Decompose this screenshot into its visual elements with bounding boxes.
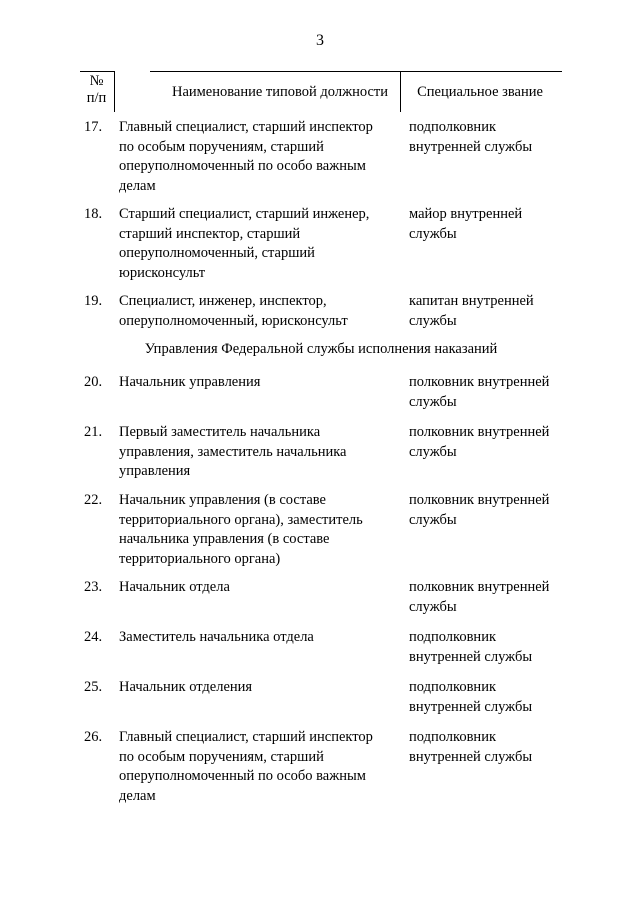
special-rank: подполковник внутренней службы [409, 729, 533, 765]
row-number: 19. [84, 293, 103, 309]
position-name: Начальник управления [119, 374, 261, 390]
row-number: 25. [84, 679, 103, 695]
row-number: 20. [84, 374, 103, 390]
row-number: 18. [84, 206, 103, 222]
special-rank: полковник внутренней службы [409, 492, 550, 528]
special-rank: подполковник внутренней службы [409, 629, 533, 665]
special-rank: капитан внутренней службы [409, 293, 534, 329]
row-number: 21. [84, 424, 103, 440]
position-name: Специалист, инженер, инспектор, оперуполномоченный, юрисконсульт [119, 293, 348, 329]
header-top-border [150, 71, 562, 72]
position-name: Главный специалист, старший инспектор по особым поручениям, старший оперуполномоченный по особо важным делам [119, 119, 373, 194]
special-rank: полковник внутренней службы [409, 374, 550, 410]
position-name: Заместитель начальника отдела [119, 629, 314, 645]
special-rank: полковник внутренней службы [409, 424, 550, 460]
header-number-cell [80, 73, 113, 107]
position-name: Главный специалист, старший инспектор по особым поручениям, старший оперуполномоченный по особо важным делам [119, 729, 373, 804]
page-number: 3 [316, 32, 324, 49]
special-rank: подполковник внутренней службы [409, 119, 533, 155]
row-number: 22. [84, 492, 103, 508]
special-rank: полковник внутренней службы [409, 579, 550, 615]
table-header [80, 66, 562, 112]
row-number: 26. [84, 729, 103, 745]
row-number: 17. [84, 119, 103, 135]
row-number: 24. [84, 629, 103, 645]
position-name: Начальник отделения [119, 679, 253, 695]
position-name: Начальник отдела [119, 579, 230, 595]
header-position-name: Наименование типовой должности [171, 84, 389, 100]
section-title: Управления Федеральной службы исполнения наказаний [144, 341, 498, 357]
special-rank: подполковник внутренней службы [409, 679, 533, 715]
position-name: Начальник управления (в составе территориального органа), заместитель начальника управления (в составе территориального органа) [119, 492, 363, 567]
header-special-rank: Специальное звание [417, 84, 543, 100]
header-top-border [80, 71, 114, 72]
header-number-symbol: № [89, 73, 104, 89]
position-name: Старший специалист, старший инженер, старший инспектор, старший оперуполномоченный, старший юрисконсульт [119, 206, 370, 281]
header-divider [114, 71, 115, 112]
special-rank: майор внутренней службы [409, 206, 523, 242]
row-number: 23. [84, 579, 103, 595]
header-number-abbrev: п/п [86, 90, 107, 106]
position-name: Первый заместитель начальника управления, заместитель начальника управления [119, 424, 347, 479]
